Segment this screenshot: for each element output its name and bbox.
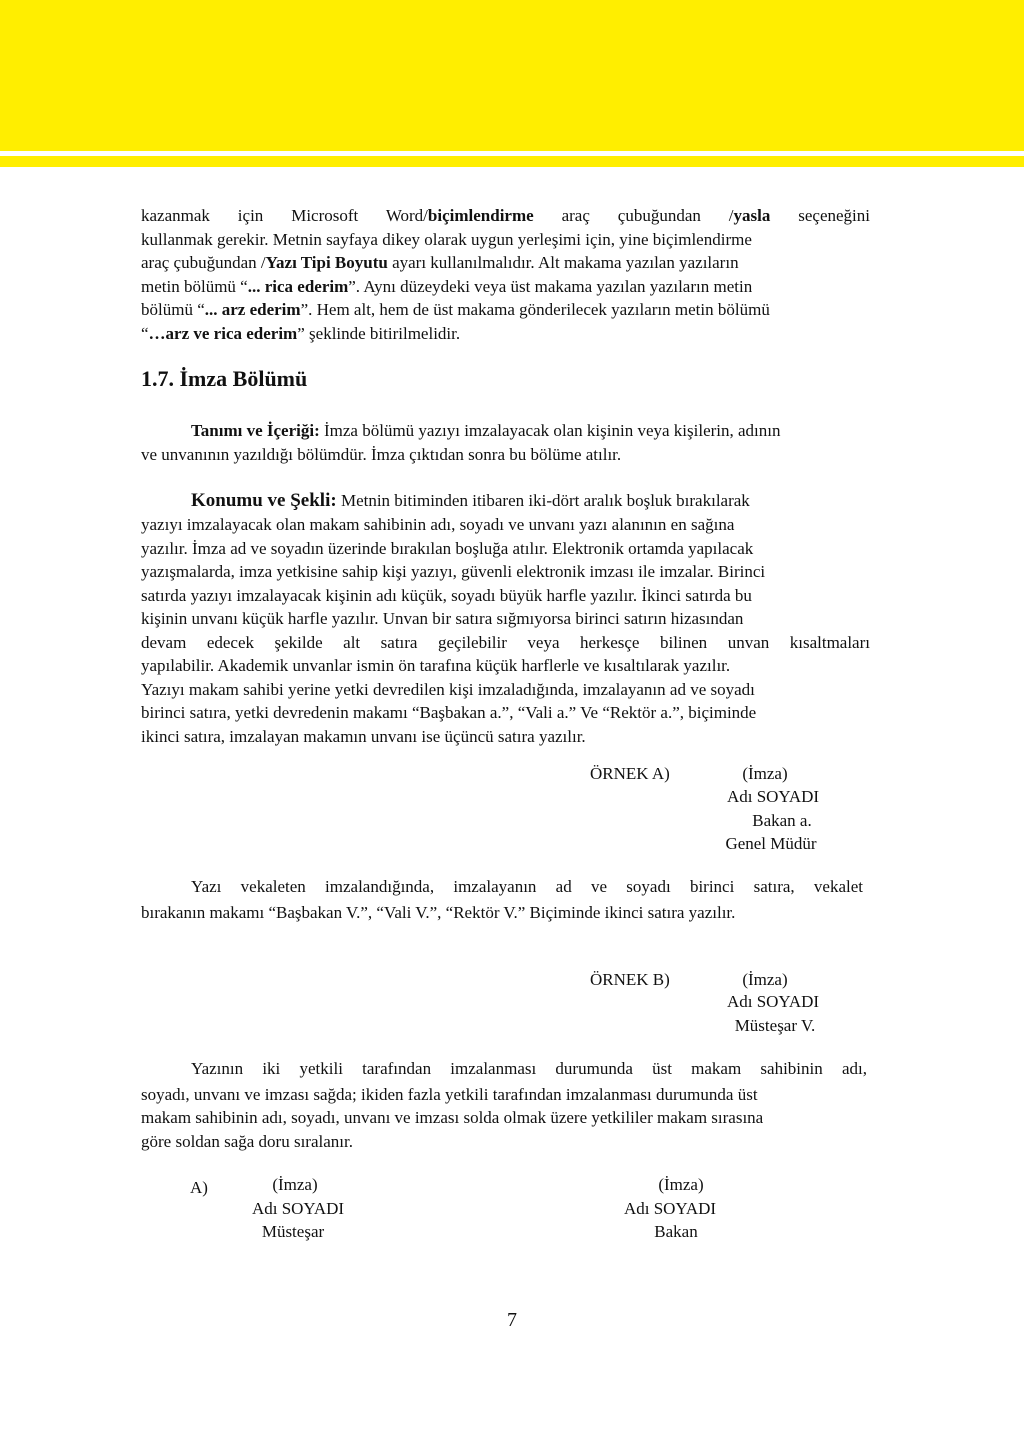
- paragraph-line: yapılabilir. Akademik unvanlar ismin ön tarafına küçük harflerle ve kısaltılarak yazılır.: [141, 656, 731, 675]
- header-stripe: [0, 156, 1024, 167]
- signature-placeholder: (İmza): [272, 1175, 318, 1194]
- paragraph-line: soyadı, unvanı ve imzası sağda; ikiden fazla yetkili tarafından imzalanması durumunda üst: [141, 1084, 758, 1104]
- paragraph-line: ve unvanının yazıldığı bölümdür. İmza çıktıdan sonra bu bölüme atılır.: [141, 444, 622, 464]
- paragraph-line: kullanmak gerekir. Metnin sayfaya dikey olarak uygun yerleşimi için, yine biçimlendirme: [141, 229, 752, 249]
- paragraph-line: göre soldan sağa doru sıralanır.: [141, 1131, 353, 1151]
- paragraph-line: Yazı vekaleten imzalandığında, imzalayanın ad ve soyadı birinci satıra, vekalet: [191, 877, 863, 896]
- signature-placeholder: (İmza): [742, 764, 788, 783]
- paragraph-line: makam sahibinin adı, soyadı, unvanı ve imzası solda olmak üzere yetkililer makam sırasına: [141, 1108, 764, 1127]
- page-number: 7: [507, 1309, 517, 1331]
- paragraph-line: “…arz ve rica ederim” şeklinde bitirilmelidir.: [141, 323, 461, 343]
- paragraph-line: satırda yazıyı imzalayacak kişinin adı küçük, soyadı büyük harfle yazılır. İkinci satırda bu: [141, 585, 752, 605]
- signer-title: Müsteşar V.: [734, 1016, 816, 1035]
- paragraph-line: bırakanın makamı “Başbakan V.”, “Vali V.”, “Rektör V.” Biçiminde ikinci satıra yazılır.: [141, 902, 736, 922]
- paragraph-line: Yazının iki yetkili tarafından imzalanması durumunda üst makam sahibinin adı,: [191, 1059, 867, 1078]
- paragraph-definition: [141, 419, 870, 466]
- signer-title: Genel Müdür: [725, 834, 817, 853]
- paragraph-line: araç çubuğundan /Yazı Tipi Boyutu ayarı kullanılmalıdır. Alt makama yazılan yazıların: [141, 253, 739, 272]
- paragraph-proxy: [141, 875, 863, 924]
- paragraph-line: bölümü “... arz ederim”. Hem alt, hem de üst makama gönderilecek yazıların metin bölümü: [141, 300, 770, 319]
- paragraph-line: birinci satıra, yetki devredenin makamı “Başbakan a.”, “Vali a.” Ve “Rektör a.”, biçiminde: [141, 703, 757, 722]
- example-a-label: ÖRNEK A): [590, 764, 670, 783]
- signer-name: Adı SOYADI: [726, 787, 820, 806]
- section-heading: 1.7. İmza Bölümü: [141, 366, 308, 391]
- signer-title: Bakan: [654, 1222, 698, 1241]
- signer-name: Adı SOYADI: [251, 1199, 345, 1218]
- paragraph-formatting: [141, 204, 870, 345]
- paragraph-line: yazışmalarda, imza yetkisine sahip kişi yazıyı, güvenli elektronik imzası ile imzalar. Birinci: [141, 562, 766, 581]
- signer-title: Bakan a.: [752, 811, 812, 830]
- example-b-label: ÖRNEK B): [590, 970, 670, 989]
- paragraph-line: devam edecek şekilde alt satıra geçilebilir veya herkesçe bilinen unvan kısaltmaları: [141, 632, 870, 652]
- paragraph-line: ikinci satıra, imzalayan makamın unvanı ise üçüncü satıra yazılır.: [141, 726, 586, 746]
- paragraph-position: [141, 488, 870, 748]
- signer-name: Adı SOYADI: [623, 1199, 717, 1218]
- paragraph-line: yazılır. İmza ad ve soyadın üzerinde bırakılan boşluğa atılır. Elektronik ortamda yapılacak: [141, 538, 754, 558]
- header-band: [0, 0, 1024, 151]
- paragraph-line: yazıyı imzalayacak olan makam sahibinin adı, soyadı ve unvanı yazı alanının en sağına: [141, 515, 735, 534]
- signer-name: Adı SOYADI: [726, 992, 820, 1011]
- example-label: A): [190, 1178, 208, 1197]
- signature-placeholder: (İmza): [658, 1175, 704, 1194]
- paragraph-line: Tanımı ve İçeriği: İmza bölümü yazıyı imzalayacak olan kişinin veya kişilerin, adının: [191, 421, 781, 440]
- paragraph-line: metin bölümü “... rica ederim”. Aynı düzeydeki veya üst makama yazılan yazıların metin: [141, 276, 753, 296]
- signature-placeholder: (İmza): [742, 970, 788, 989]
- signer-title: Müsteşar: [261, 1222, 325, 1241]
- paragraph-line: Konumu ve Şekli: Metnin bitiminden itibaren iki-dört aralık boşluk bırakılarak: [191, 490, 750, 511]
- paragraph-line: kişinin unvanı küçük harfle yazılır. Unvan bir satıra sığmıyorsa birinci satırın hizasından: [141, 609, 744, 628]
- paragraph-line: kazanmak için Microsoft Word/biçimlendirme araç çubuğundan /yasla seçeneğini: [141, 206, 871, 225]
- paragraph-two-signers: [141, 1057, 867, 1153]
- paragraph-line: Yazıyı makam sahibi yerine yetki devredilen kişi imzaladığında, imzalayanın ad ve soyadı: [141, 679, 755, 699]
